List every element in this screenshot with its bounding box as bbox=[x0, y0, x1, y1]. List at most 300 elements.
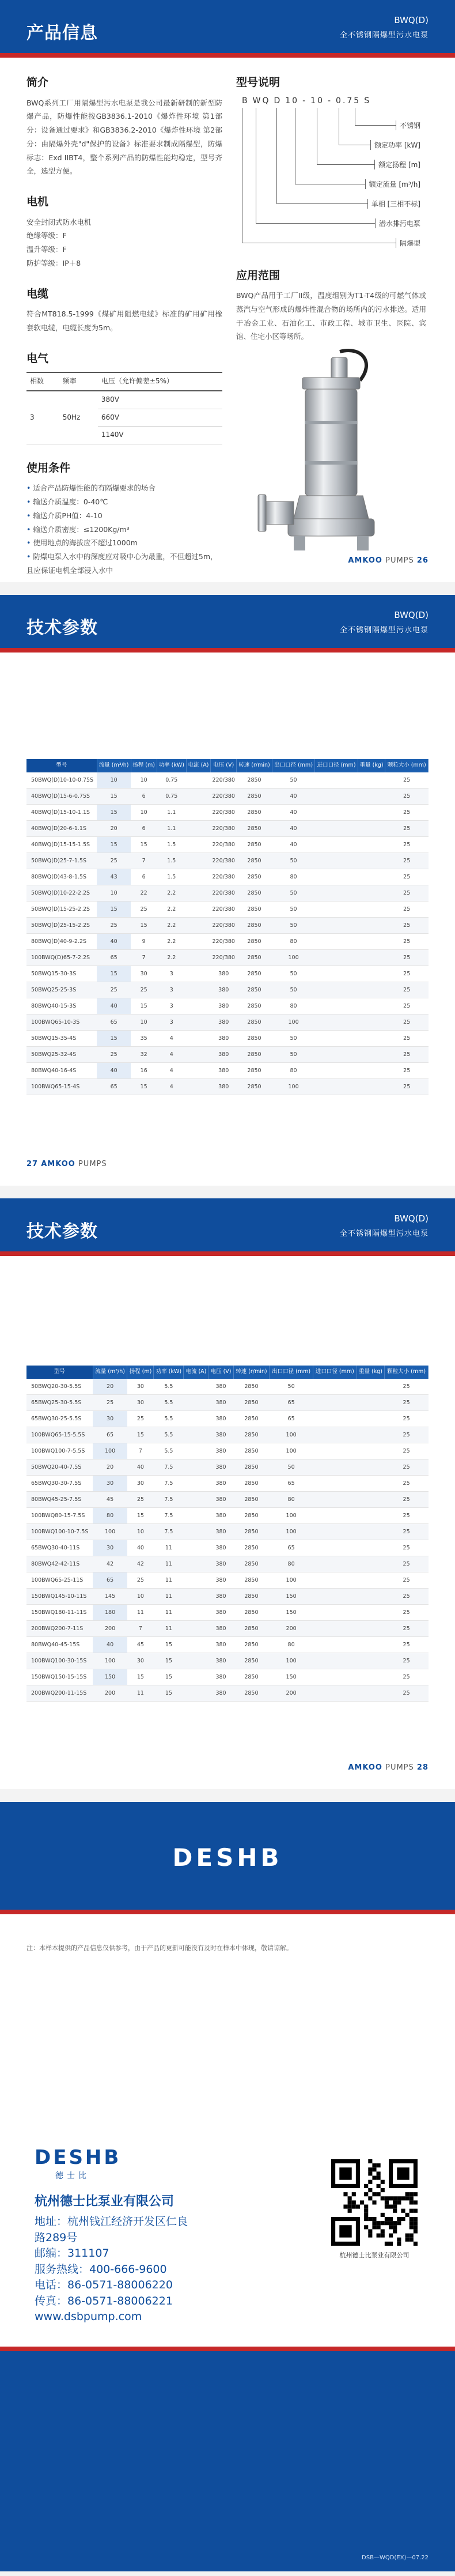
table-cell bbox=[357, 1572, 384, 1589]
spec-header-cell: 颗粒大小 (mm) bbox=[385, 1366, 429, 1379]
table-cell bbox=[315, 950, 358, 966]
table-cell bbox=[357, 1540, 384, 1556]
table-cell: 7.5 bbox=[154, 1492, 184, 1508]
table-cell bbox=[315, 821, 358, 837]
qr-module bbox=[368, 2229, 372, 2233]
table-cell: 25 bbox=[385, 1476, 429, 1492]
elec-voltage: 380V bbox=[98, 391, 222, 409]
code-label: 额定流量 [m³/h] bbox=[365, 179, 420, 189]
brand-logo: DESHB bbox=[172, 1843, 283, 1872]
qr-finder bbox=[339, 2225, 351, 2237]
table-cell: 15 bbox=[154, 1637, 184, 1653]
qr-module bbox=[393, 2200, 397, 2204]
table-cell: 25 bbox=[385, 821, 429, 837]
qr-module bbox=[377, 2221, 381, 2225]
table-cell: 20 bbox=[93, 1379, 127, 1395]
table-cell: 7 bbox=[127, 1621, 154, 1637]
table-cell: 150BWQ180-11-11S bbox=[26, 1605, 93, 1621]
table-cell: 30 bbox=[93, 1476, 127, 1492]
table-cell: 5.5 bbox=[154, 1427, 184, 1443]
table-cell: 180 bbox=[93, 1605, 127, 1621]
table-cell: 5.5 bbox=[154, 1411, 184, 1427]
table-cell bbox=[315, 789, 358, 805]
table-cell bbox=[184, 1379, 208, 1395]
table-cell bbox=[186, 998, 210, 1014]
table-cell bbox=[358, 837, 385, 853]
table-cell: 220/380 bbox=[211, 837, 237, 853]
table-cell bbox=[357, 1379, 384, 1395]
table-row bbox=[26, 1443, 429, 1459]
table-row bbox=[26, 1047, 429, 1063]
table-row bbox=[26, 1589, 429, 1605]
table-cell: 15 bbox=[127, 1427, 154, 1443]
table-cell: 25 bbox=[385, 1459, 429, 1476]
table-cell bbox=[357, 1653, 384, 1669]
table-cell: 380 bbox=[208, 1556, 233, 1572]
table-cell: 25 bbox=[385, 1079, 429, 1095]
table-cell: 2.2 bbox=[157, 950, 186, 966]
table-row bbox=[26, 982, 429, 998]
qr-module bbox=[389, 2196, 393, 2200]
table-cell bbox=[315, 902, 358, 918]
qr-module bbox=[414, 2242, 418, 2246]
qr-module bbox=[405, 2234, 410, 2238]
table-cell: 15 bbox=[131, 1079, 157, 1095]
table-row bbox=[26, 1653, 429, 1669]
table-cell bbox=[358, 1063, 385, 1079]
table-cell: 2850 bbox=[237, 982, 272, 998]
table-cell: 380 bbox=[208, 1411, 233, 1427]
table-cell: 100 bbox=[93, 1653, 127, 1669]
table-cell bbox=[186, 966, 210, 982]
table-row bbox=[26, 885, 429, 902]
table-cell bbox=[184, 1621, 208, 1637]
qr-module bbox=[405, 2213, 410, 2217]
table-cell: 150BWQ145-10-11S bbox=[26, 1589, 93, 1605]
table-cell: 100BWQ65-15-5.5S bbox=[26, 1427, 93, 1443]
table-cell: 40 bbox=[272, 821, 315, 837]
table-cell bbox=[315, 1079, 358, 1095]
qr-module bbox=[410, 2217, 414, 2221]
table-cell bbox=[186, 1031, 210, 1047]
qr-module bbox=[405, 2238, 410, 2242]
table-row bbox=[26, 1637, 429, 1653]
table-cell: 25 bbox=[385, 966, 429, 982]
table-cell: 50BWQ15-30-3S bbox=[26, 966, 97, 982]
electric-section bbox=[26, 351, 222, 444]
table-cell: 380 bbox=[208, 1669, 233, 1685]
table-cell: 80 bbox=[270, 1637, 313, 1653]
qr-module bbox=[410, 2225, 414, 2229]
table-cell: 42 bbox=[93, 1556, 127, 1572]
table-cell: 50BWQ20-40-7.5S bbox=[26, 1459, 93, 1476]
spec-header-cell: 出口口径 (mm) bbox=[272, 759, 315, 772]
spec-header-cell: 电压 (V) bbox=[211, 759, 237, 772]
qr-module bbox=[372, 2163, 376, 2167]
qr-module bbox=[410, 2200, 414, 2204]
table-cell: 150 bbox=[270, 1605, 313, 1621]
table-cell: 25 bbox=[385, 1443, 429, 1459]
table-cell bbox=[313, 1411, 357, 1427]
table-cell: 2850 bbox=[233, 1589, 270, 1605]
spec-header-cell: 型号 bbox=[26, 1366, 93, 1379]
qr-module bbox=[368, 2159, 372, 2163]
table-cell bbox=[358, 869, 385, 885]
table-cell bbox=[186, 789, 210, 805]
spec-header-cell: 功率 (kW) bbox=[154, 1366, 184, 1379]
table-cell bbox=[357, 1685, 384, 1702]
table-row bbox=[26, 1079, 429, 1095]
table-cell: 25 bbox=[385, 1540, 429, 1556]
table-cell: 7.5 bbox=[154, 1459, 184, 1476]
qr-module bbox=[393, 2196, 397, 2200]
table-cell: 3 bbox=[157, 966, 186, 982]
table-cell bbox=[186, 918, 210, 934]
table-cell bbox=[315, 805, 358, 821]
table-cell: 20 bbox=[93, 1459, 127, 1476]
table-cell: 25 bbox=[385, 1508, 429, 1524]
table-cell: 30 bbox=[93, 1540, 127, 1556]
table-row bbox=[26, 1427, 429, 1443]
intro-heading: 简介 bbox=[26, 76, 49, 89]
table-cell bbox=[357, 1476, 384, 1492]
qr-module bbox=[381, 2213, 385, 2217]
bottom-stripe bbox=[0, 2347, 455, 2351]
table-cell bbox=[358, 1014, 385, 1031]
page-footer bbox=[348, 1763, 429, 1772]
table-row bbox=[26, 1685, 429, 1702]
table-cell bbox=[186, 934, 210, 950]
code-line bbox=[276, 108, 277, 203]
qr-module bbox=[343, 2205, 347, 2209]
table-cell: 150BWQ150-15-15S bbox=[26, 1669, 93, 1685]
table-row bbox=[26, 1379, 429, 1395]
table-cell: 100 bbox=[93, 1524, 127, 1540]
table-cell: 80BWQ(D)43-8-1.5S bbox=[26, 869, 97, 885]
table-cell: 80BWQ40-45-15S bbox=[26, 1637, 93, 1653]
table-cell: 40BWQ(D)15-6-0.75S bbox=[26, 789, 97, 805]
table-cell bbox=[315, 934, 358, 950]
table-cell: 25 bbox=[385, 1014, 429, 1031]
qr-module bbox=[364, 2217, 368, 2221]
spec-table bbox=[26, 1366, 429, 1702]
table-cell bbox=[313, 1476, 357, 1492]
qr-code-icon bbox=[331, 2159, 418, 2246]
table-cell: 25 bbox=[385, 1395, 429, 1411]
table-cell: 25 bbox=[385, 1524, 429, 1540]
usage-item: • 输送介质温度：0-40℃ bbox=[26, 495, 222, 509]
table-cell: 380 bbox=[211, 1063, 237, 1079]
table-cell: 50 bbox=[272, 966, 315, 982]
table-cell: 2850 bbox=[237, 789, 272, 805]
table-cell: 25 bbox=[97, 853, 131, 869]
brand-tail: PUMPS bbox=[382, 556, 417, 565]
motor-line: 温升等级：F bbox=[26, 245, 67, 254]
table-cell bbox=[358, 1079, 385, 1095]
table-cell: 100BWQ100-7-5.5S bbox=[26, 1443, 93, 1459]
page-title: 产品信息 bbox=[26, 23, 98, 43]
table-cell: 50BWQ(D)15-25-2.2S bbox=[26, 902, 97, 918]
table-cell: 40 bbox=[272, 805, 315, 821]
usage-section bbox=[26, 461, 222, 578]
table-cell: 2850 bbox=[237, 918, 272, 934]
company-logo: DESHB bbox=[35, 2146, 122, 2169]
table-cell: 25 bbox=[385, 869, 429, 885]
code-letter: 10 bbox=[285, 96, 299, 105]
qr-module bbox=[364, 2184, 368, 2188]
table-cell bbox=[313, 1685, 357, 1702]
qr-module bbox=[368, 2217, 372, 2221]
table-cell: 2850 bbox=[237, 998, 272, 1014]
qr-module bbox=[364, 2209, 368, 2213]
table-cell bbox=[358, 1047, 385, 1063]
spec-header-cell: 功率 (kW) bbox=[157, 759, 186, 772]
qr-module bbox=[414, 2217, 418, 2221]
spec-header-row bbox=[26, 759, 429, 772]
usage-list bbox=[26, 481, 222, 577]
table-cell bbox=[313, 1540, 357, 1556]
table-row bbox=[26, 902, 429, 918]
document-code: DSB—WQD(EX)—07.22 bbox=[362, 2555, 429, 2561]
table-cell: 80BWQ42-42-11S bbox=[26, 1556, 93, 1572]
qr-module bbox=[352, 2200, 356, 2204]
table-cell: 50BWQ(D)10-10-0.75S bbox=[26, 772, 97, 789]
table-cell bbox=[315, 966, 358, 982]
table-cell: 2.2 bbox=[157, 934, 186, 950]
table-cell: 100 bbox=[272, 1014, 315, 1031]
table-row bbox=[26, 821, 429, 837]
table-cell: 2850 bbox=[237, 805, 272, 821]
table-cell bbox=[186, 772, 210, 789]
table-cell bbox=[184, 1653, 208, 1669]
table-cell bbox=[313, 1572, 357, 1589]
table-cell: 380 bbox=[208, 1589, 233, 1605]
table-cell bbox=[358, 885, 385, 902]
table-cell: 65BWQ30-40-11S bbox=[26, 1540, 93, 1556]
table-cell bbox=[315, 918, 358, 934]
table-cell bbox=[358, 934, 385, 950]
page-number: 26 bbox=[416, 556, 429, 565]
table-cell: 16 bbox=[131, 1063, 157, 1079]
table-cell: 9 bbox=[131, 934, 157, 950]
table-cell: 15 bbox=[131, 837, 157, 853]
table-row bbox=[26, 1605, 429, 1621]
qr-module bbox=[348, 2205, 352, 2209]
table-cell: 30 bbox=[93, 1411, 127, 1427]
table-cell: 25 bbox=[127, 1572, 154, 1589]
table-cell bbox=[313, 1508, 357, 1524]
table-cell: 100BWQ100-30-15S bbox=[26, 1653, 93, 1669]
table-cell: 25 bbox=[385, 1379, 429, 1395]
table-cell: 100 bbox=[93, 1443, 127, 1459]
table-cell bbox=[184, 1589, 208, 1605]
table-cell: 2850 bbox=[237, 821, 272, 837]
table-cell: 65 bbox=[97, 1014, 131, 1031]
table-cell: 45 bbox=[93, 1492, 127, 1508]
table-cell bbox=[357, 1427, 384, 1443]
table-cell: 25 bbox=[385, 1621, 429, 1637]
qr-module bbox=[377, 2192, 381, 2196]
qr-module bbox=[368, 2171, 372, 2175]
qr-module bbox=[401, 2209, 405, 2213]
table-row bbox=[26, 837, 429, 853]
table-cell: 25 bbox=[131, 902, 157, 918]
table-cell: 15 bbox=[97, 837, 131, 853]
website-link[interactable]: www.dsbpump.com bbox=[35, 2310, 142, 2324]
qr-module bbox=[385, 2200, 389, 2204]
table-cell: 40 bbox=[272, 789, 315, 805]
qr-module bbox=[372, 2167, 376, 2171]
table-cell: 220/380 bbox=[211, 918, 237, 934]
table-cell: 380 bbox=[208, 1476, 233, 1492]
table-cell: 220/380 bbox=[211, 902, 237, 918]
table-cell: 35 bbox=[131, 1031, 157, 1047]
table-cell: 25 bbox=[385, 1556, 429, 1572]
tech-params-page-2 bbox=[0, 1198, 455, 1789]
qr-module bbox=[381, 2234, 385, 2238]
table-cell: 25 bbox=[97, 1047, 131, 1063]
table-cell: 2850 bbox=[233, 1395, 270, 1411]
table-cell: 10 bbox=[131, 805, 157, 821]
table-cell: 25 bbox=[385, 1589, 429, 1605]
table-cell: 80 bbox=[272, 1063, 315, 1079]
table-cell: 2850 bbox=[237, 772, 272, 789]
table-cell: 1.5 bbox=[157, 837, 186, 853]
qr-module bbox=[372, 2225, 376, 2229]
table-cell: 10 bbox=[97, 885, 131, 902]
table-cell: 40 bbox=[127, 1459, 154, 1476]
qr-module bbox=[410, 2196, 414, 2200]
model-code-section bbox=[236, 75, 432, 252]
qr-module bbox=[372, 2200, 376, 2204]
table-cell: 2850 bbox=[237, 1047, 272, 1063]
table-cell: 380 bbox=[208, 1492, 233, 1508]
usage-item: • 输送介质PH值：4-10 bbox=[26, 509, 222, 523]
table-cell: 4 bbox=[157, 1079, 186, 1095]
table-cell: 20 bbox=[97, 821, 131, 837]
table-cell: 50 bbox=[272, 853, 315, 869]
table-cell: 380 bbox=[211, 1047, 237, 1063]
qr-module bbox=[414, 2192, 418, 2196]
contact-block bbox=[35, 2148, 288, 2325]
table-cell: 50BWQ15-35-4S bbox=[26, 1031, 97, 1047]
table-row bbox=[26, 853, 429, 869]
model-subtitle: 全不锈钢隔爆型污水电泵 bbox=[339, 31, 429, 40]
motor-heading: 电机 bbox=[26, 195, 49, 209]
qr-module bbox=[389, 2221, 393, 2225]
electric-table bbox=[26, 372, 222, 444]
table-cell: 1.1 bbox=[157, 805, 186, 821]
table-cell bbox=[184, 1524, 208, 1540]
table-cell: 100BWQ100-10-7.5S bbox=[26, 1524, 93, 1540]
table-cell bbox=[315, 1031, 358, 1047]
table-cell bbox=[184, 1443, 208, 1459]
table-cell: 25 bbox=[385, 1669, 429, 1685]
intro-text: BWQ系列工厂用隔爆型污水电泵是我公司最新研制的新型防爆产品，防爆性能按GB3836.1-2010《爆炸性环境 第1部分：设备通过要求》和GB3836.2-2010《爆炸性环境 第2部分：由隔爆外壳"d"保护的设备》标准要求制成隔爆型，防爆标志：Exd IIBT4，整个系列产品的防爆性能均稳定，型号齐全，选型方便。 bbox=[26, 98, 222, 176]
table-cell bbox=[186, 950, 210, 966]
table-cell bbox=[186, 885, 210, 902]
table-cell bbox=[184, 1637, 208, 1653]
table-cell bbox=[315, 998, 358, 1014]
table-cell: 30 bbox=[127, 1395, 154, 1411]
table-cell: 40 bbox=[272, 837, 315, 853]
table-cell: 2850 bbox=[233, 1653, 270, 1669]
table-cell bbox=[184, 1556, 208, 1572]
table-cell: 200 bbox=[270, 1685, 313, 1702]
code-label: 单相 [三相不标] bbox=[367, 199, 420, 209]
spec-header-cell: 出口口径 (mm) bbox=[270, 1366, 313, 1379]
qr-module bbox=[368, 2167, 372, 2171]
qr-module bbox=[389, 2234, 393, 2238]
usage-heading: 使用条件 bbox=[26, 461, 71, 474]
table-cell: 2850 bbox=[233, 1411, 270, 1427]
table-cell: 40BWQ(D)15-10-1.1S bbox=[26, 805, 97, 821]
page-number: 27 bbox=[26, 1160, 39, 1168]
table-cell: 80 bbox=[93, 1508, 127, 1524]
table-cell: 42 bbox=[127, 1556, 154, 1572]
table-cell: 25 bbox=[385, 805, 429, 821]
address-line: 地址：杭州钱江经济开发区仁良 bbox=[35, 2215, 188, 2228]
table-cell bbox=[357, 1443, 384, 1459]
table-cell bbox=[313, 1459, 357, 1476]
qr-module bbox=[414, 2200, 418, 2204]
qr-module bbox=[397, 2200, 401, 2204]
table-cell: 50 bbox=[272, 1031, 315, 1047]
table-cell bbox=[313, 1524, 357, 1540]
code-label: 不锈钢 bbox=[396, 120, 420, 130]
table-cell: 380 bbox=[208, 1524, 233, 1540]
table-cell: 2850 bbox=[237, 853, 272, 869]
spec-table bbox=[26, 759, 429, 1095]
table-row bbox=[26, 1524, 429, 1540]
table-cell bbox=[357, 1556, 384, 1572]
table-cell: 4 bbox=[157, 1047, 186, 1063]
qr-finder bbox=[397, 2167, 409, 2179]
table-cell bbox=[186, 805, 210, 821]
table-row bbox=[26, 869, 429, 885]
qr-module bbox=[348, 2196, 352, 2200]
table-cell: 15 bbox=[97, 966, 131, 982]
address-line: 路289号 bbox=[35, 2231, 78, 2244]
model-subtitle: 全不锈钢隔爆型污水电泵 bbox=[339, 626, 429, 635]
table-cell bbox=[184, 1492, 208, 1508]
table-cell: 50 bbox=[272, 918, 315, 934]
table-cell: 50BWQ(D)25-15-2.2S bbox=[26, 918, 97, 934]
application-section bbox=[236, 268, 432, 344]
table-cell: 25 bbox=[385, 1047, 429, 1063]
table-row bbox=[26, 1492, 429, 1508]
table-cell: 65BWQ25-30-5.5S bbox=[26, 1395, 93, 1411]
qr-module bbox=[372, 2221, 376, 2225]
table-cell: 25 bbox=[385, 1637, 429, 1653]
table-cell bbox=[313, 1637, 357, 1653]
page-header bbox=[0, 0, 455, 58]
table-cell: 2850 bbox=[233, 1572, 270, 1589]
table-cell: 50 bbox=[272, 902, 315, 918]
brand-name: AMKOO bbox=[41, 1160, 75, 1168]
code-heading: 型号说明 bbox=[236, 76, 280, 89]
table-cell: 25 bbox=[93, 1395, 127, 1411]
cable-text: 符合MT818.5-1999《煤矿用阻燃电缆》标准的矿用矿用橡套软电缆，电缆长度为5m。 bbox=[26, 310, 222, 333]
company-logo-sub: 德士比 bbox=[55, 2171, 90, 2181]
spec-header-cell: 进口口径 (mm) bbox=[313, 1366, 357, 1379]
table-cell: 65BWQ30-25-5.5S bbox=[26, 1411, 93, 1427]
qr-module bbox=[414, 2229, 418, 2233]
table-cell: 2850 bbox=[233, 1621, 270, 1637]
table-row bbox=[26, 918, 429, 934]
code-label: 隔爆型 bbox=[396, 238, 420, 248]
table-cell: 40 bbox=[127, 1540, 154, 1556]
